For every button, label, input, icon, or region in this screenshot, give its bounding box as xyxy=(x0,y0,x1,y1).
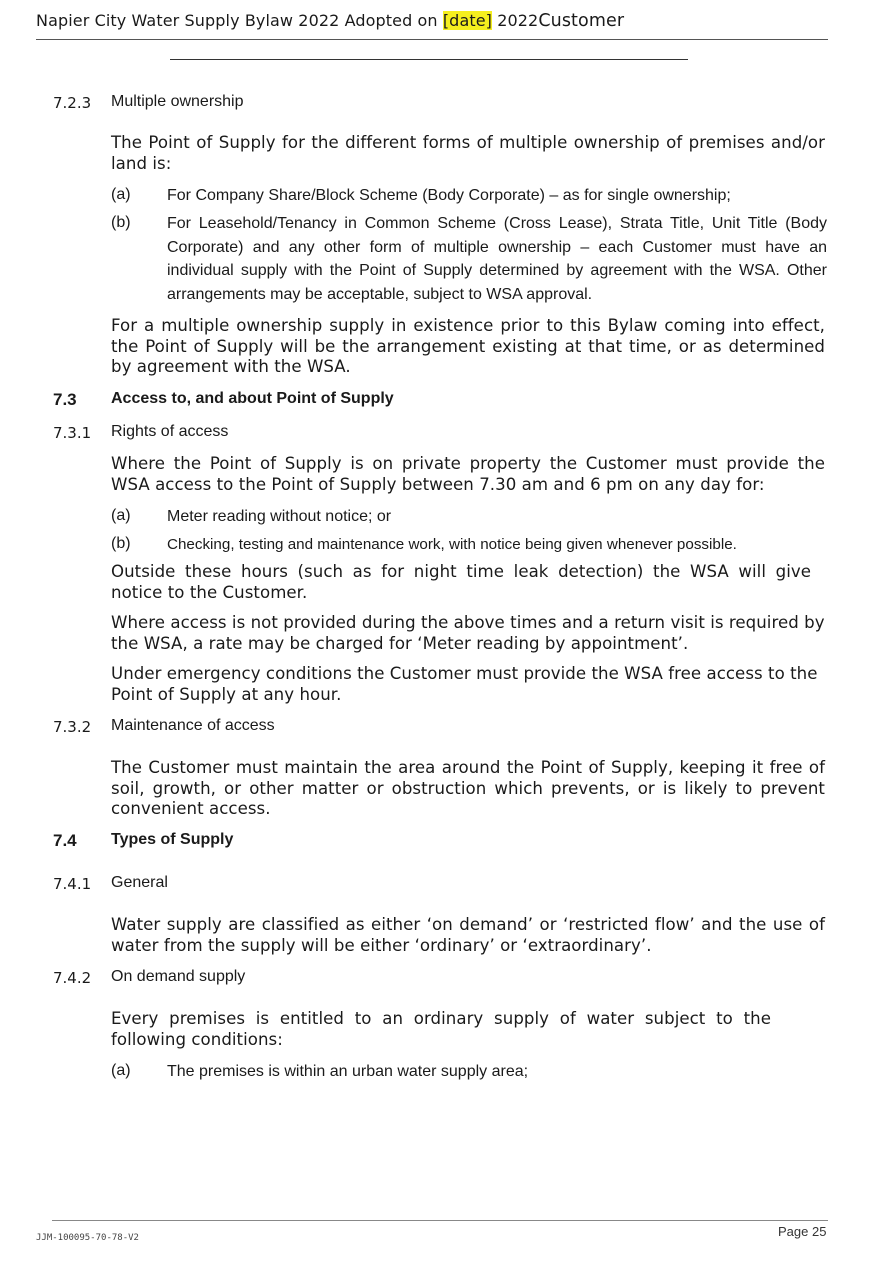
header-rule xyxy=(36,39,828,40)
section-title-multiple-ownership: Multiple ownership xyxy=(111,93,244,110)
multiple-ownership-intro: The Point of Supply for the different forms of multiple ownership of premises and/or land is: xyxy=(111,133,825,173)
page-header xyxy=(36,11,624,31)
header-title-mid: 2022 xyxy=(492,11,539,30)
section-number-7-3: 7.3 xyxy=(53,390,77,409)
section-number-7-3-2: 7.3.2 xyxy=(53,718,92,736)
section-number-7-4-2: 7.4.2 xyxy=(53,969,92,987)
section-title-rights-of-access: Rights of access xyxy=(111,423,229,440)
item-label: (a) xyxy=(111,186,131,203)
item-label: (b) xyxy=(111,214,131,231)
document-id: JJM-100095-70-78-V2 xyxy=(36,1233,139,1243)
item-label: (b) xyxy=(111,535,131,552)
emergency-access-paragraph: Under emergency conditions the Customer must provide the WSA free access to the Point of Supply at any hour. xyxy=(111,664,818,704)
rights-of-access-intro: Where the Point of Supply is on private property the Customer must provide the WSA access to the Point of Supply between 7.30 am and 6 pm on any day for: xyxy=(111,454,825,494)
date-placeholder-highlight: [date] xyxy=(442,11,493,30)
general-paragraph: Water supply are classified as either ‘on demand’ or ‘restricted flow’ and the use of water from the supply will be either ‘ordinary’ or ‘extraordinary’. xyxy=(111,915,825,955)
item-label: (a) xyxy=(111,507,131,524)
section-number-7-4: 7.4 xyxy=(53,831,77,850)
section-number-7-3-1: 7.3.1 xyxy=(53,424,92,442)
header-subrule xyxy=(170,59,688,60)
page-number: Page 25 xyxy=(778,1224,827,1239)
on-demand-supply-paragraph: Every premises is entitled to an ordinary supply of water subject to the following conditions: xyxy=(111,1009,771,1049)
section-number-7-2-3: 7.2.3 xyxy=(53,94,92,112)
section-heading-access: Access to, and about Point of Supply xyxy=(111,390,394,407)
list-item: For Leasehold/Tenancy in Common Scheme (Cross Lease), Strata Title, Unit Title (Body Corporate) and any other form of multiple ownership – each Customer must have an individual supply with the Point of Supply determined by agreement with the WSA. Other arrangements may be acceptable, subject to WSA approval. xyxy=(167,215,827,303)
list-item: Checking, testing and maintenance work, with notice being given whenever possible. xyxy=(167,536,737,553)
list-item: The premises is within an urban water supply area; xyxy=(167,1063,529,1080)
section-title-general: General xyxy=(111,874,168,891)
header-title-prefix: Napier City Water Supply Bylaw 2022 Adopted on xyxy=(36,11,443,30)
list-item: Meter reading without notice; or xyxy=(167,508,392,525)
maintenance-of-access-paragraph: The Customer must maintain the area around the Point of Supply, keeping it free of soil, growth, or other matter or obstruction which prevents, or is likely to prevent convenient access. xyxy=(111,758,825,818)
item-label: (a) xyxy=(111,1062,131,1079)
multiple-ownership-closing: For a multiple ownership supply in existence prior to this Bylaw coming into effect, the Point of Supply will be the arrangement existing at that time, or as determined by agreement with the WSA. xyxy=(111,316,825,376)
section-number-7-4-1: 7.4.1 xyxy=(53,875,92,893)
outside-hours-paragraph: Outside these hours (such as for night time leak detection) the WSA will give notice to the Customer. xyxy=(111,562,811,602)
header-title-suffix: Customer xyxy=(538,11,625,31)
section-title-on-demand-supply: On demand supply xyxy=(111,968,246,985)
section-title-maintenance-of-access: Maintenance of access xyxy=(111,717,275,734)
access-not-provided-paragraph: Where access is not provided during the above times and a return visit is required by the WSA, a rate may be charged for ‘Meter reading by appointment’. xyxy=(111,613,825,653)
list-item: For Company Share/Block Scheme (Body Corporate) – as for single ownership; xyxy=(167,187,731,204)
footer-rule xyxy=(52,1220,828,1221)
section-heading-types-of-supply: Types of Supply xyxy=(111,831,234,848)
